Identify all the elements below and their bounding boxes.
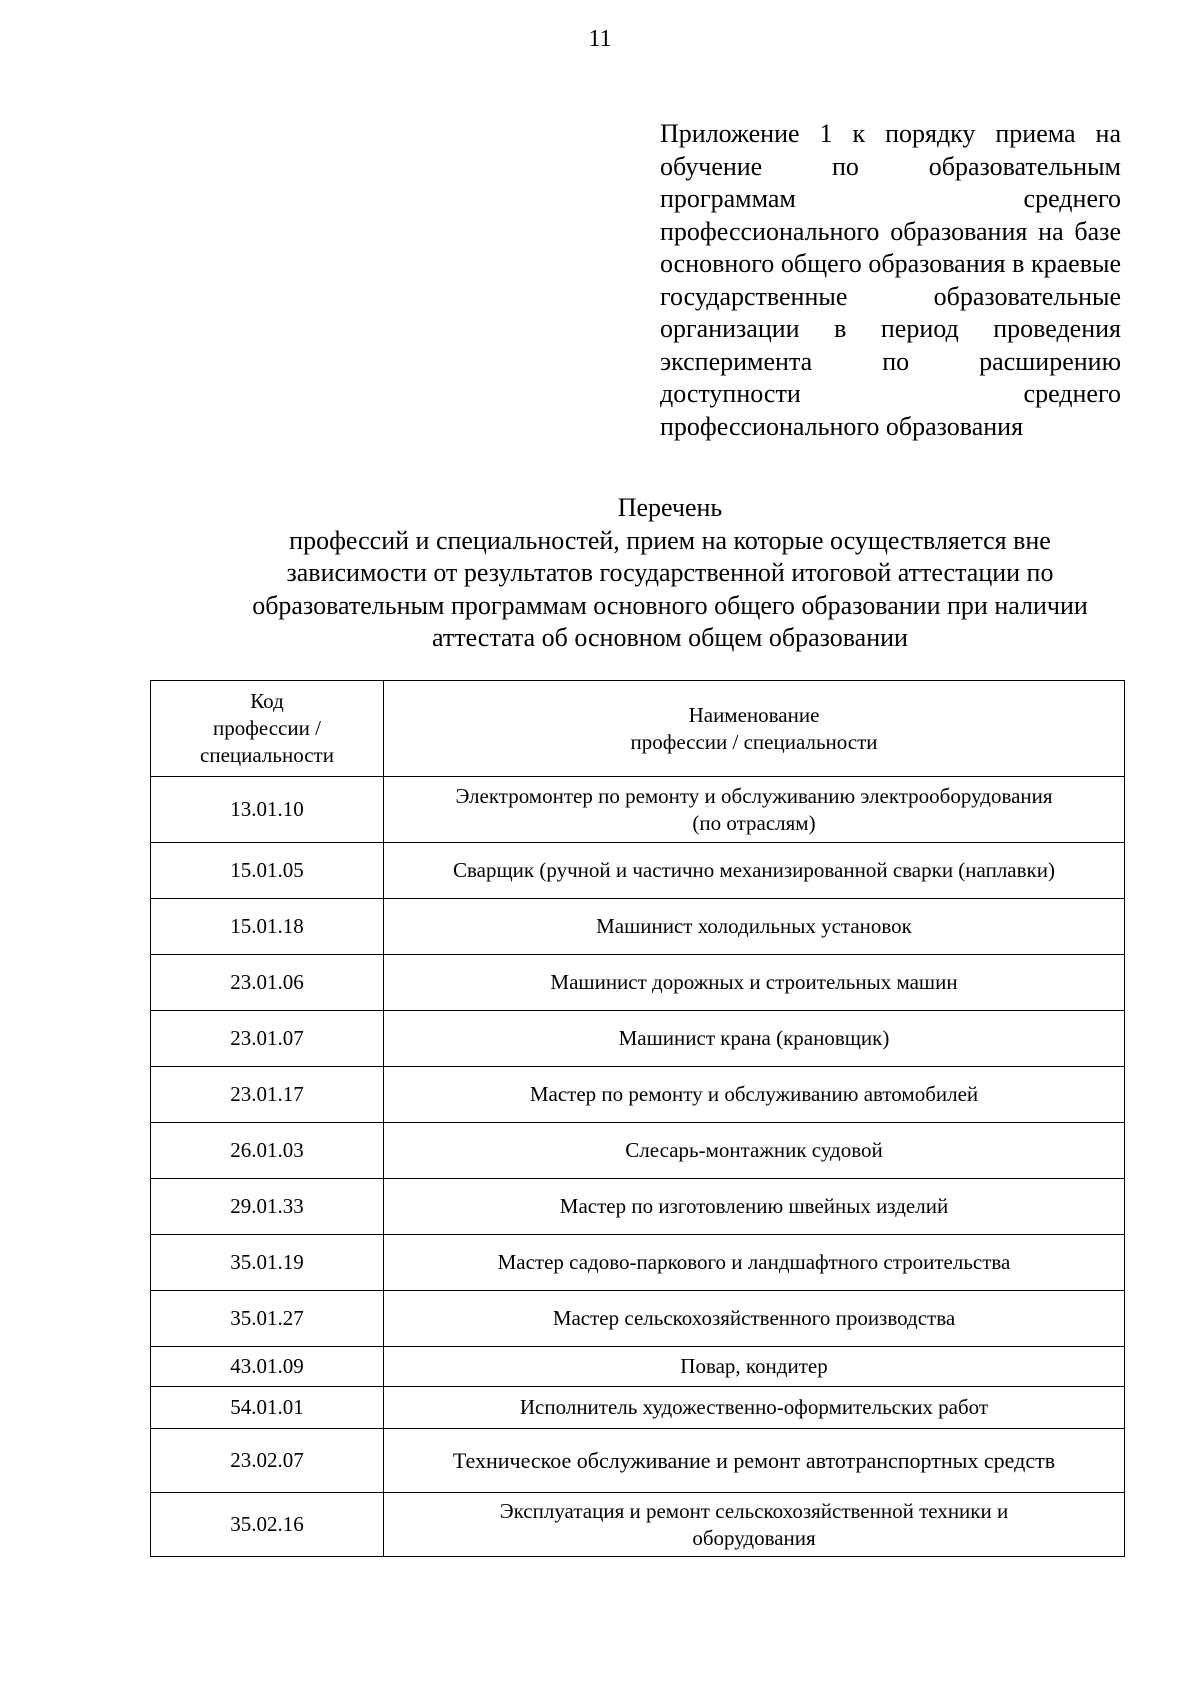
header-code-line: Код: [250, 689, 284, 713]
row-name-line: Машинист холодильных установок: [596, 914, 912, 938]
row-name: [384, 1291, 1125, 1347]
row-name: [384, 1179, 1125, 1235]
table-row: [151, 1123, 1125, 1179]
row-name-line: Мастер по изготовлению швейных изделий: [559, 1194, 949, 1218]
table-row: [151, 843, 1125, 899]
row-name: [384, 843, 1125, 899]
table-row: [151, 1291, 1125, 1347]
row-name-line: Исполнитель художественно-оформительских работ: [519, 1395, 989, 1419]
row-name: [384, 1429, 1125, 1493]
row-code: 43.01.09: [151, 1347, 384, 1387]
table-row: [151, 777, 1125, 843]
row-name: [384, 1123, 1125, 1179]
row-name-line: Повар, кондитер: [680, 1354, 828, 1378]
professions-table: [150, 680, 1125, 1557]
row-code: 13.01.10: [151, 777, 384, 843]
header-name-line: Наименование: [688, 702, 820, 727]
header-code-line: специальности: [200, 743, 334, 767]
title-line: образовательным программам основного общего образовании при наличии: [252, 590, 1088, 620]
table-row: [151, 1387, 1125, 1429]
table-row: [151, 1179, 1125, 1235]
row-name-line: Сварщик (ручной и частично механизированной сварки (наплавки): [453, 858, 1055, 882]
row-code: 15.01.18: [151, 899, 384, 955]
title-block: [150, 492, 1190, 655]
page-number: 11: [588, 26, 612, 52]
row-code: 23.01.17: [151, 1067, 384, 1123]
row-name: [384, 899, 1125, 955]
row-code: 29.01.33: [151, 1179, 384, 1235]
row-name: [384, 1347, 1125, 1387]
row-name: [384, 1493, 1125, 1557]
header-code: [151, 681, 384, 777]
table-row: [151, 899, 1125, 955]
row-code: 23.01.07: [151, 1011, 384, 1067]
title-heading: Перечень: [617, 493, 723, 522]
table-row: [151, 1429, 1125, 1493]
row-code: 15.01.05: [151, 843, 384, 899]
row-name-line: Слесарь-монтажник судовой: [625, 1138, 883, 1162]
row-name: [384, 1067, 1125, 1123]
header-name-line: профессии / специальности: [630, 729, 878, 754]
table-row: [151, 1235, 1125, 1291]
table-row: [151, 1011, 1125, 1067]
row-name-line: Машинист крана (крановщик): [618, 1026, 890, 1050]
table-row: [151, 1067, 1125, 1123]
row-name-line: Мастер по ремонту и обслуживанию автомобилей: [529, 1082, 979, 1106]
row-code: 23.01.06: [151, 955, 384, 1011]
row-name: [384, 1011, 1125, 1067]
title-line: аттестата об основном общем образовании: [432, 623, 908, 652]
row-code: 35.01.19: [151, 1235, 384, 1291]
row-name-line: оборудования: [692, 1525, 816, 1550]
table-row: [151, 955, 1125, 1011]
row-name-line: Мастер сельскохозяйственного производства: [552, 1306, 956, 1330]
title-line: профессий и специальностей, прием на которые осуществляется вне: [289, 525, 1051, 555]
row-name: [384, 1387, 1125, 1429]
row-name-line: Машинист дорожных и строительных машин: [550, 970, 958, 994]
header-name: [384, 681, 1125, 777]
title-line: зависимости от результатов государственной итоговой аттестации по: [286, 558, 1054, 587]
header-code-line: профессии /: [213, 716, 321, 740]
row-code: 35.02.16: [151, 1493, 384, 1557]
row-name-line: (по отраслям): [692, 810, 816, 835]
row-name: [384, 955, 1125, 1011]
row-name: [384, 777, 1125, 843]
row-name: [384, 1235, 1125, 1291]
row-code: 54.01.01: [151, 1387, 384, 1429]
row-name-line: Техническое обслуживание и ремонт автотранспортных средств: [452, 1448, 1056, 1473]
table-header-row: [151, 681, 1125, 777]
row-code: 23.02.07: [151, 1429, 384, 1493]
row-name-line: Эксплуатация и ремонт сельскохозяйственной техники и: [499, 1498, 1009, 1523]
table-row: [151, 1493, 1125, 1557]
row-name-line: Электромонтер по ремонту и обслуживанию электрооборудования: [455, 783, 1053, 808]
row-code: 26.01.03: [151, 1123, 384, 1179]
table-row: [151, 1347, 1125, 1387]
row-name-line: Мастер садово-паркового и ландшафтного строительства: [497, 1250, 1011, 1274]
row-code: 35.01.27: [151, 1291, 384, 1347]
appendix-note: Приложение 1 к порядку приема на обучение по образовательным программам среднего профессионального образования на базе основного общего образования в краевые государственные образовательные организации в период проведения эксперимента по расширению доступности среднего профессионального образования: [660, 119, 1121, 441]
